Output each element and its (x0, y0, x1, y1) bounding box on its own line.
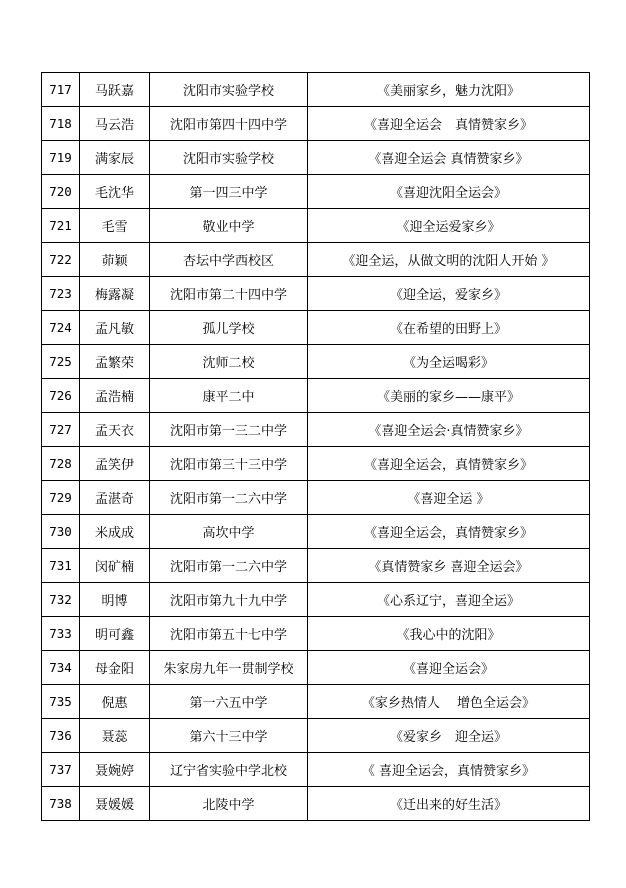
table-row (42, 311, 590, 345)
school-name-cell: 杏坛中学西校区 (150, 243, 308, 277)
table-row (42, 787, 590, 821)
student-name-cell: 毛沈华 (80, 175, 150, 209)
row-number-cell: 719 (42, 141, 80, 175)
student-name-cell: 毛雪 (80, 209, 150, 243)
student-name-cell: 母金阳 (80, 651, 150, 685)
work-title-cell: 《爱家乡 迎全运》 (308, 719, 590, 753)
row-number-cell: 738 (42, 787, 80, 821)
student-name-cell: 孟笑伊 (80, 447, 150, 481)
row-number-cell: 717 (42, 73, 80, 107)
student-name-cell: 马云浩 (80, 107, 150, 141)
school-name-cell: 第一四三中学 (150, 175, 308, 209)
table-row (42, 413, 590, 447)
work-title-cell: 《喜迎全运会》 (308, 651, 590, 685)
student-name-cell: 满家辰 (80, 141, 150, 175)
work-title-cell: 《喜迎全运会，真情赞家乡》 (308, 447, 590, 481)
row-number-cell: 733 (42, 617, 80, 651)
table-row (42, 243, 590, 277)
work-title-cell: 《迎全运，爱家乡》 (308, 277, 590, 311)
row-number-cell: 730 (42, 515, 80, 549)
row-number-cell: 728 (42, 447, 80, 481)
student-name-cell: 闵矿楠 (80, 549, 150, 583)
row-number-cell: 718 (42, 107, 80, 141)
table-row (42, 345, 590, 379)
table-row (42, 685, 590, 719)
table-row (42, 583, 590, 617)
work-title-cell: 《迁出来的好生活》 (308, 787, 590, 821)
row-number-cell: 737 (42, 753, 80, 787)
school-name-cell: 第一六五中学 (150, 685, 308, 719)
work-title-cell: 《 喜迎全运会，真情赞家乡》 (308, 753, 590, 787)
work-title-cell: 《在希望的田野上》 (308, 311, 590, 345)
table-row (42, 515, 590, 549)
table-row (42, 73, 590, 107)
student-name-cell: 孟繁荣 (80, 345, 150, 379)
school-name-cell: 沈阳市第一二六中学 (150, 549, 308, 583)
row-number-cell: 729 (42, 481, 80, 515)
student-name-cell: 聂蕊 (80, 719, 150, 753)
student-name-cell: 倪惠 (80, 685, 150, 719)
student-name-cell: 孟天衣 (80, 413, 150, 447)
student-name-cell: 米成成 (80, 515, 150, 549)
row-number-cell: 723 (42, 277, 80, 311)
table-row (42, 481, 590, 515)
row-number-cell: 735 (42, 685, 80, 719)
table-row (42, 209, 590, 243)
table-row (42, 651, 590, 685)
table-row (42, 549, 590, 583)
table-row (42, 447, 590, 481)
work-title-cell: 《真情赞家乡 喜迎全运会》 (308, 549, 590, 583)
school-name-cell: 第六十三中学 (150, 719, 308, 753)
row-number-cell: 720 (42, 175, 80, 209)
student-name-cell: 梅露凝 (80, 277, 150, 311)
school-name-cell: 沈阳市第一三二中学 (150, 413, 308, 447)
school-name-cell: 孤儿学校 (150, 311, 308, 345)
school-name-cell: 沈阳市第五十七中学 (150, 617, 308, 651)
work-title-cell: 《美丽的家乡——康平》 (308, 379, 590, 413)
work-title-cell: 《心系辽宁，喜迎全运》 (308, 583, 590, 617)
work-title-cell: 《喜迎全运会 真情赞家乡》 (308, 141, 590, 175)
work-title-cell: 《迎全运，从做文明的沈阳人开始 》 (308, 243, 590, 277)
table-row (42, 277, 590, 311)
work-title-cell: 《喜迎全运会，真情赞家乡》 (308, 515, 590, 549)
table-row (42, 141, 590, 175)
work-title-cell: 《喜迎全运 》 (308, 481, 590, 515)
table-row (42, 379, 590, 413)
school-name-cell: 沈阳市第四十四中学 (150, 107, 308, 141)
school-name-cell: 沈阳市第一二六中学 (150, 481, 308, 515)
row-number-cell: 731 (42, 549, 80, 583)
school-name-cell: 敬业中学 (150, 209, 308, 243)
school-name-cell: 康平二中 (150, 379, 308, 413)
row-number-cell: 724 (42, 311, 80, 345)
table-body (42, 73, 590, 821)
work-title-cell: 《喜迎全运会·真情赞家乡》 (308, 413, 590, 447)
school-name-cell: 北陵中学 (150, 787, 308, 821)
school-name-cell: 高坎中学 (150, 515, 308, 549)
row-number-cell: 726 (42, 379, 80, 413)
student-name-cell: 明可鑫 (80, 617, 150, 651)
table-row (42, 107, 590, 141)
student-name-cell: 孟湛奇 (80, 481, 150, 515)
row-number-cell: 734 (42, 651, 80, 685)
row-number-cell: 736 (42, 719, 80, 753)
student-name-cell: 聂媛媛 (80, 787, 150, 821)
work-title-cell: 《迎全运爱家乡》 (308, 209, 590, 243)
work-title-cell: 《喜迎全运会 真情赞家乡》 (308, 107, 590, 141)
school-name-cell: 沈阳市实验学校 (150, 73, 308, 107)
school-name-cell: 沈阳市实验学校 (150, 141, 308, 175)
row-number-cell: 722 (42, 243, 80, 277)
student-name-cell: 聂婉婷 (80, 753, 150, 787)
student-name-cell: 马跃嘉 (80, 73, 150, 107)
student-name-cell: 孟浩楠 (80, 379, 150, 413)
table-row (42, 617, 590, 651)
school-name-cell: 沈阳市第二十四中学 (150, 277, 308, 311)
table-row (42, 753, 590, 787)
work-title-cell: 《喜迎沈阳全运会》 (308, 175, 590, 209)
row-number-cell: 721 (42, 209, 80, 243)
row-number-cell: 725 (42, 345, 80, 379)
school-name-cell: 辽宁省实验中学北校 (150, 753, 308, 787)
work-title-cell: 《我心中的沈阳》 (308, 617, 590, 651)
row-number-cell: 727 (42, 413, 80, 447)
award-list-table (41, 72, 590, 821)
student-name-cell: 明博 (80, 583, 150, 617)
school-name-cell: 沈阳市第三十三中学 (150, 447, 308, 481)
work-title-cell: 《为全运喝彩》 (308, 345, 590, 379)
school-name-cell: 沈师二校 (150, 345, 308, 379)
row-number-cell: 732 (42, 583, 80, 617)
table-row (42, 175, 590, 209)
table-row (42, 719, 590, 753)
work-title-cell: 《美丽家乡，魅力沈阳》 (308, 73, 590, 107)
school-name-cell: 沈阳市第九十九中学 (150, 583, 308, 617)
student-name-cell: 茆颖 (80, 243, 150, 277)
work-title-cell: 《家乡热情人 增色全运会》 (308, 685, 590, 719)
school-name-cell: 朱家房九年一贯制学校 (150, 651, 308, 685)
student-name-cell: 孟凡敏 (80, 311, 150, 345)
